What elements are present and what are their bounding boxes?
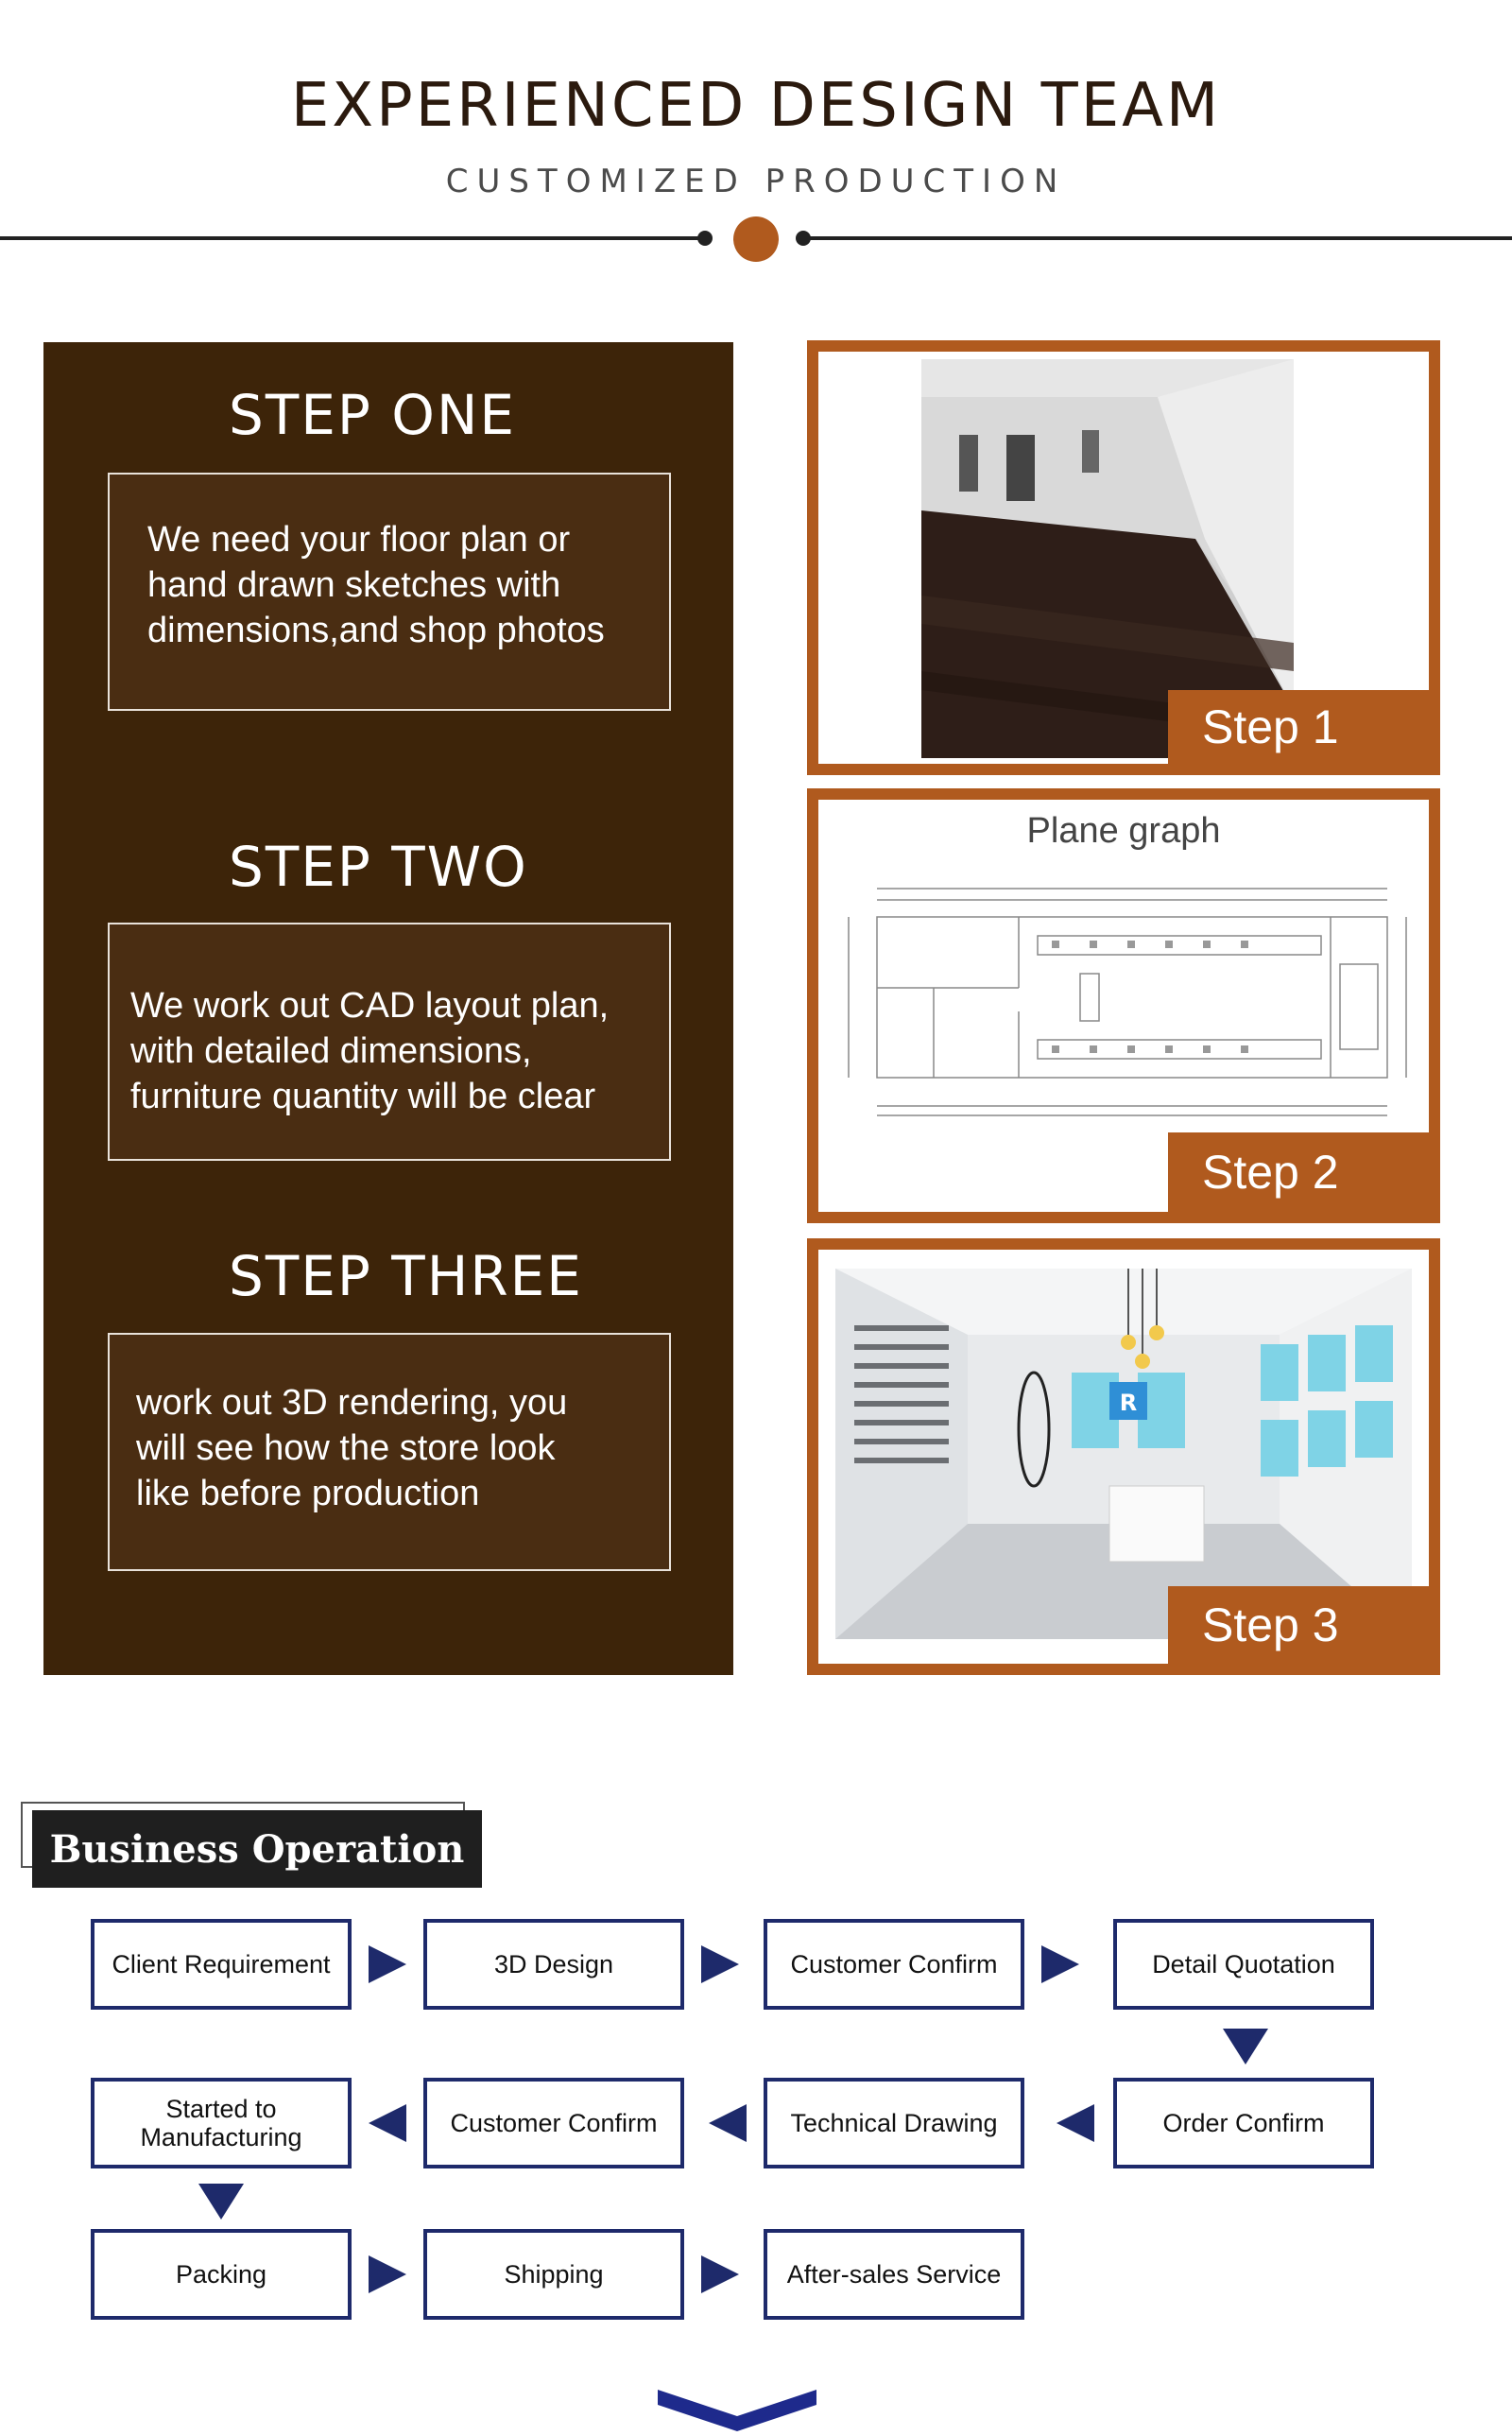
store-3d-rendering	[835, 1269, 1412, 1639]
flow-customer-confirm-2: Customer Confirm	[423, 2078, 684, 2168]
flow-started-label: Started to Manufacturing	[140, 2095, 302, 2151]
flow-packing: Packing	[91, 2229, 352, 2320]
step-three-line: will see how the store look	[136, 1428, 556, 1468]
step-1-badge: Step 1	[1168, 690, 1440, 764]
divider-left	[0, 236, 704, 240]
flow-arrow-right-icon	[701, 2255, 739, 2293]
divider-dot-left	[697, 231, 713, 246]
step-two-line: We work out CAD layout plan,	[130, 986, 610, 1026]
step-one-description	[108, 473, 671, 711]
flow-arrow-down-icon	[1223, 2029, 1268, 2065]
cad-floor-plan	[839, 879, 1425, 1125]
flow-arrow-left-icon	[709, 2104, 747, 2142]
step-one-line: dimensions,and shop photos	[147, 611, 605, 650]
step-one-line: hand drawn sketches with	[147, 565, 561, 605]
step-3-badge: Step 3	[1168, 1586, 1440, 1664]
step-three-description	[108, 1333, 671, 1571]
flow-arrow-left-icon	[369, 2104, 406, 2142]
flow-technical-drawing: Technical Drawing	[764, 2078, 1024, 2168]
flow-started-to-manufacturing	[91, 2078, 352, 2168]
step-three-line: like before production	[136, 1474, 480, 1513]
plan-caption: Plane graph	[1026, 811, 1221, 851]
business-operation-title: Business Operation	[32, 1810, 482, 1888]
flow-detail-quotation: Detail Quotation	[1113, 1919, 1374, 2010]
flow-arrow-right-icon	[369, 2255, 406, 2293]
chevron-down-icon	[658, 2378, 816, 2431]
divider-center-dot	[733, 216, 779, 262]
step-2-badge: Step 2	[1168, 1132, 1440, 1212]
flow-customer-confirm: Customer Confirm	[764, 1919, 1024, 2010]
step-three-line: work out 3D rendering, you	[136, 1383, 568, 1423]
flow-arrow-right-icon	[701, 1945, 739, 1983]
step-one-title: STEP ONE	[229, 383, 516, 447]
svg-text:R: R	[1119, 1390, 1138, 1416]
flow-client-requirement: Client Requirement	[91, 1919, 352, 2010]
flow-after-sales-service: After-sales Service	[764, 2229, 1024, 2320]
step-two-description	[108, 923, 671, 1161]
flow-arrow-left-icon	[1057, 2104, 1094, 2142]
step-three-title: STEP THREE	[229, 1244, 583, 1308]
flow-3d-design: 3D Design	[423, 1919, 684, 2010]
step-two-line: furniture quantity will be clear	[130, 1077, 596, 1116]
flow-shipping: Shipping	[423, 2229, 684, 2320]
page-title: EXPERIENCED DESIGN TEAM	[290, 71, 1222, 141]
divider-right	[805, 236, 1512, 240]
flow-order-confirm: Order Confirm	[1113, 2078, 1374, 2168]
step-two-title: STEP TWO	[229, 835, 528, 899]
step-two-line: with detailed dimensions,	[130, 1031, 532, 1071]
flow-arrow-right-icon	[369, 1945, 406, 1983]
page-subtitle: CUSTOMIZED PRODUCTION	[445, 163, 1067, 200]
step-one-line: We need your floor plan or	[147, 520, 571, 560]
flow-arrow-down-icon	[198, 2184, 244, 2220]
flow-arrow-right-icon	[1041, 1945, 1079, 1983]
